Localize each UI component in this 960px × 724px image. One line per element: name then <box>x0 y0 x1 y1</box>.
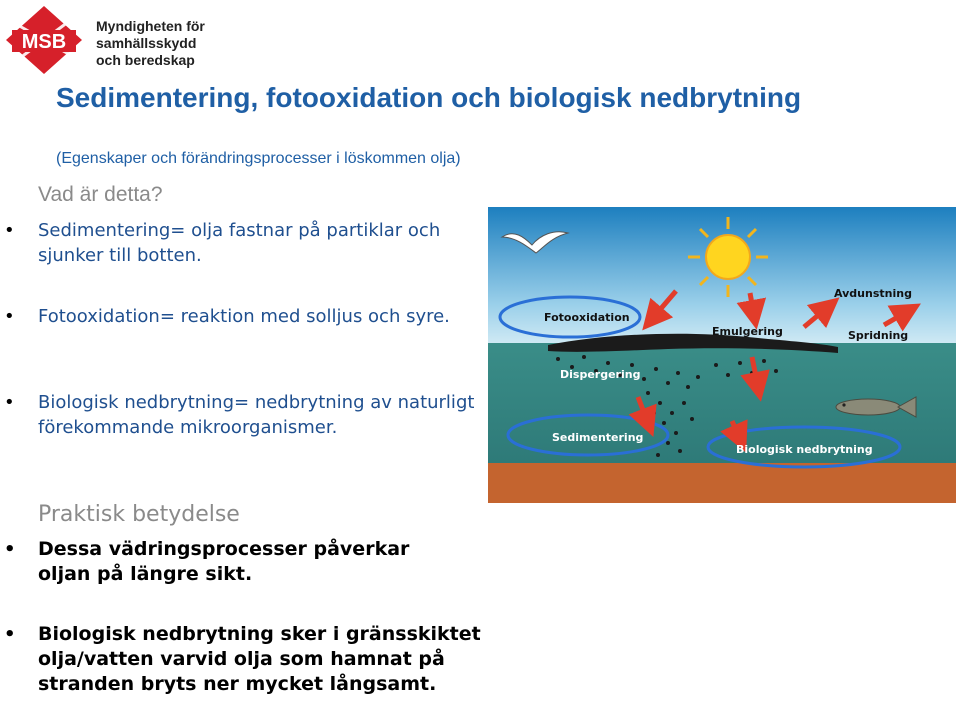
bullet-vadring: • Dessa vädringsprocesser påverkar oljan på längre sikt. <box>38 537 458 587</box>
label-dispergering: Dispergering <box>560 368 641 381</box>
label-sedimentering: Sedimentering <box>552 431 644 444</box>
weathering-diagram <box>488 207 956 503</box>
label-emulgering: Emulgering <box>712 325 783 338</box>
bullet-strand: • Biologisk nedbrytning sker i gränsskiktet olja/vatten varvid olja som hamnat på stranden bryts ner mycket långsamt. <box>38 622 488 697</box>
logo-org-line1: Myndigheten för <box>96 18 205 34</box>
bullet-sedimentering: • Sedimentering= olja fastnar på partiklar och sjunker till botten. <box>38 218 478 268</box>
bullet-fotooxidation: • Fotooxidation= reaktion med solljus och syre. <box>38 304 458 329</box>
svg-text:MSB: MSB <box>21 31 67 53</box>
page-title: Sedimentering, fotooxidation och biologisk nedbrytning <box>56 82 802 113</box>
logo-org-line3: och beredskap <box>96 52 195 68</box>
msb-logo-mark <box>4 4 88 76</box>
bullet-biologisk: • Biologisk nedbrytning= nedbrytning av naturligt förekommande mikroorganismer. <box>38 390 488 440</box>
section-heading-practical: Praktisk betydelse <box>38 502 240 527</box>
label-spridning: Spridning <box>848 329 909 342</box>
seabed <box>488 463 956 503</box>
section-heading-what: Vad är detta? <box>38 183 163 206</box>
label-fotooxidation: Fotooxidation <box>544 311 630 324</box>
label-avdunstning: Avdunstning <box>834 287 912 300</box>
label-biologisk: Biologisk nedbrytning <box>736 443 873 456</box>
msb-logo <box>4 4 204 76</box>
page-subtitle: (Egenskaper och förändringsprocesser i löskommen olja) <box>56 150 461 167</box>
logo-org-line2: samhällsskydd <box>96 35 197 51</box>
sun-icon <box>688 217 768 297</box>
logo-org-name <box>96 18 205 69</box>
